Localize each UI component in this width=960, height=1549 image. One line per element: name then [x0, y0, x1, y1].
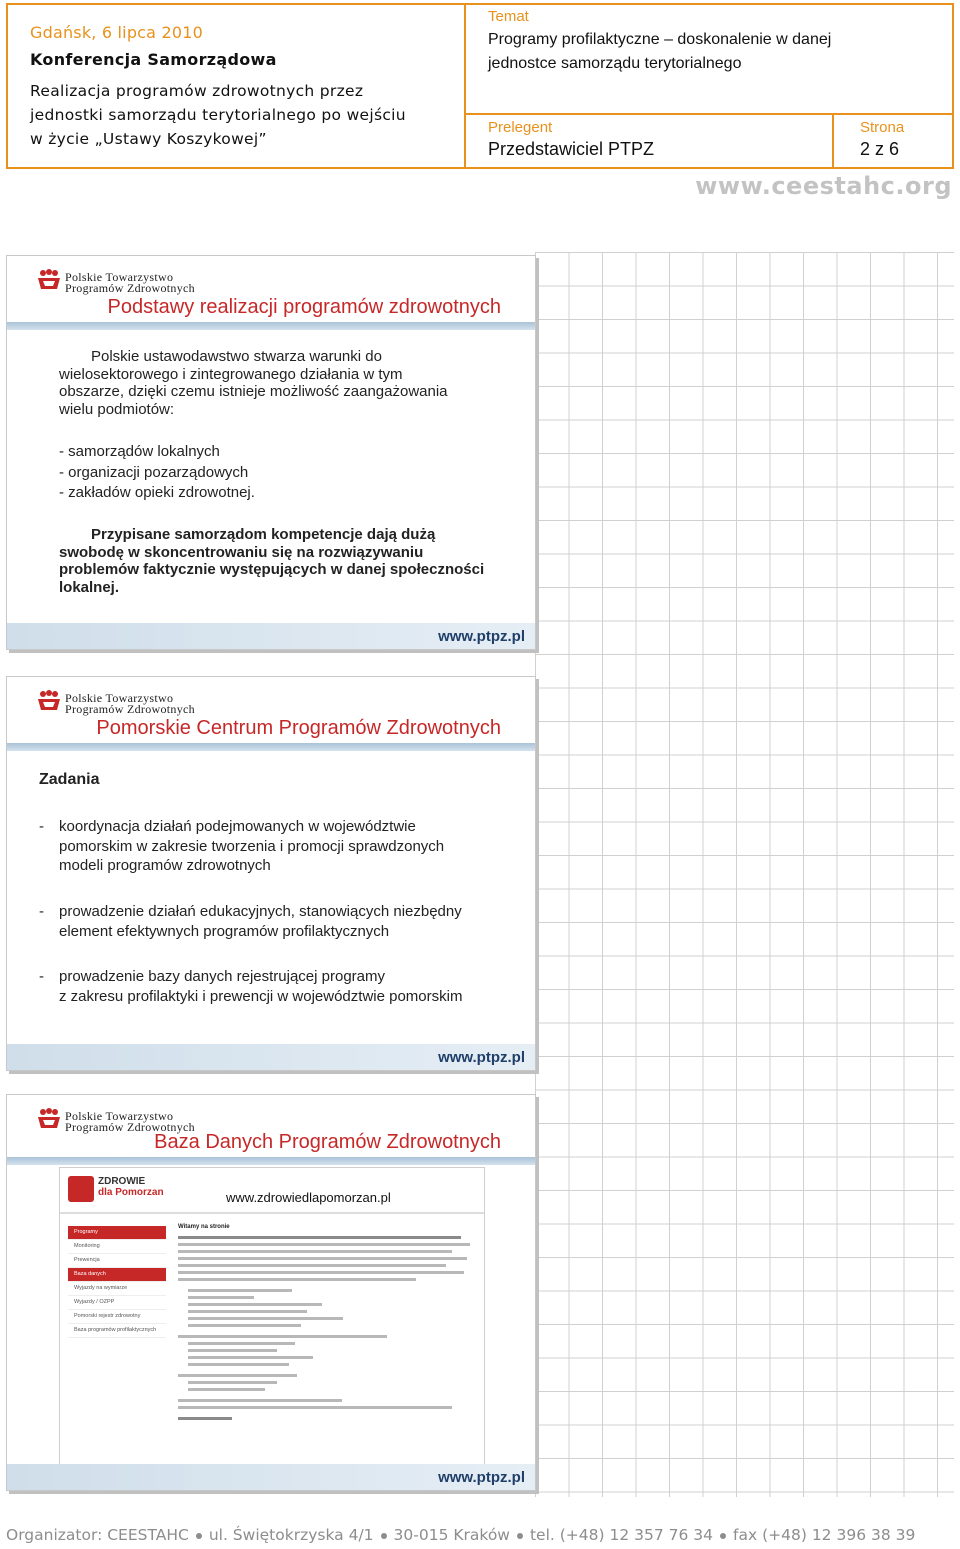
text-line: [188, 1296, 254, 1299]
header-description-line: w życie „Ustawy Koszykowej”: [30, 130, 267, 148]
website-logo-line-2: dla Pomorzan: [98, 1187, 164, 1198]
task-line: z zakresu profilaktyki i prewencji w województwie pomorskim: [59, 987, 463, 1005]
presenter-name: Przedstawiciel PTPZ: [488, 139, 655, 159]
presenter-label: Prelegent: [488, 119, 553, 136]
slide-title: Baza Danych Programów Zdrowotnych: [154, 1131, 501, 1153]
logo-line-1: Polskie Towarzystwo: [65, 270, 174, 284]
site-url[interactable]: www.ceestahc.org: [695, 172, 952, 200]
organizer-name: Organizator: CEESTAHC: [6, 1526, 189, 1544]
logo-line-1: Polskie Towarzystwo: [65, 691, 174, 705]
website-logo: [68, 1174, 166, 1206]
text-line: [188, 1342, 295, 1345]
paragraph-line: wielosektorowego i zintegrowanego działania w tym: [59, 365, 403, 383]
text-line: [188, 1310, 307, 1313]
text-line: [178, 1278, 416, 1281]
organizer-fax: fax (+48) 12 396 38 39: [733, 1526, 916, 1544]
header-presenter-panel: [466, 115, 834, 167]
text-line: [188, 1324, 301, 1327]
task-line: element efektywnych programów profilaktycznych: [59, 922, 390, 940]
logo-line-2: Programów Zdrowotnych: [65, 1120, 195, 1134]
header-page-panel: [834, 115, 952, 167]
logo-line-2: Programów Zdrowotnych: [65, 702, 195, 716]
header-date: Gdańsk, 6 lipca 2010: [30, 23, 203, 42]
text-line: [178, 1271, 464, 1274]
organizer-street: ul. Świętokrzyska 4/1: [208, 1526, 374, 1544]
logo-line-2: Programów Zdrowotnych: [65, 281, 195, 295]
text-line: [188, 1317, 343, 1320]
text-line: [178, 1417, 232, 1420]
slide-1: [6, 255, 536, 650]
text-line: [188, 1356, 313, 1359]
website-heading: Witamy na stronie: [178, 1224, 230, 1230]
text-line: [178, 1399, 342, 1402]
title-rule: [7, 322, 536, 330]
text-line: [188, 1363, 289, 1366]
slide-3: [6, 1094, 536, 1491]
slide-2: [6, 676, 536, 1071]
footer-url[interactable]: www.ptpz.pl: [438, 628, 525, 645]
website-nav-item[interactable]: Programy: [68, 1226, 166, 1240]
organizer-city: 30-015 Kraków: [393, 1526, 510, 1544]
bullet-dash: -: [39, 818, 44, 835]
topic-line: Programy profilaktyczne – doskonalenie w danej: [488, 31, 832, 48]
bullet-dash: -: [39, 968, 44, 985]
topic-line: jednostce samorządu terytorialnego: [488, 55, 742, 72]
website-nav-item[interactable]: Baza programów profilaktycznych: [68, 1324, 166, 1338]
task-line: pomorskim w zakresie tworzenia i promocji sprawdzonych: [59, 837, 445, 855]
website-nav-item[interactable]: Prewencja: [68, 1254, 166, 1268]
header-topic-panel: [466, 5, 952, 115]
paragraph-line: obszarze, dzięki czemu istnieje możliwość zaangażowania: [59, 383, 448, 400]
logo-line-1: Polskie Towarzystwo: [65, 1109, 174, 1123]
page-label: Strona: [860, 119, 905, 136]
conclusion-line: Przypisane samorządom kompetencje dają dużą: [91, 526, 436, 543]
footer-url[interactable]: www.ptpz.pl: [438, 1469, 525, 1486]
entity-list: [59, 442, 255, 504]
website-divider: [60, 1212, 485, 1214]
footer-url[interactable]: www.ptpz.pl: [438, 1049, 525, 1066]
paragraph-line: Polskie ustawodawstwo stwarza warunki do: [91, 348, 382, 365]
ptpz-logo-icon: [37, 268, 61, 290]
bullet-separator: [517, 1533, 523, 1539]
text-line: [178, 1406, 452, 1409]
website-content: [178, 1224, 476, 1424]
header-description-line: Realizacja programów zdrowotnych przez: [30, 82, 364, 100]
text-line: [178, 1243, 470, 1246]
topic-text: [488, 28, 952, 76]
ptpz-logo-icon: [37, 1107, 61, 1129]
website-nav-item[interactable]: Monitoring: [68, 1240, 166, 1254]
list-item: - zakładów opieki zdrowotnej.: [59, 484, 255, 501]
bullet-separator: [720, 1533, 726, 1539]
text-line: [178, 1335, 387, 1338]
slide-title: Pomorskie Centrum Programów Zdrowotnych: [96, 717, 501, 739]
background-grid: [535, 252, 954, 1497]
task-line: prowadzenie bazy danych rejestrującej programy: [59, 968, 386, 985]
title-rule: [7, 743, 536, 751]
section-heading: Zadania: [39, 771, 100, 788]
task-line: koordynacja działań podejmowanych w województwie: [59, 818, 416, 835]
conclusion-line: swobodę w skoncentrowaniu się na rozwiązywaniu: [59, 543, 424, 561]
website-nav-item[interactable]: Baza danych: [68, 1268, 166, 1282]
text-line: [178, 1236, 461, 1239]
slide-footer: [7, 1044, 536, 1070]
slide-paragraph: [59, 348, 499, 418]
text-line: [188, 1388, 265, 1391]
website-screenshot: [59, 1167, 485, 1467]
text-line: [188, 1381, 277, 1384]
text-line: [178, 1374, 297, 1377]
text-line: [188, 1349, 277, 1352]
website-nav-item[interactable]: Wyjazdy / OZPP: [68, 1296, 166, 1310]
website-url[interactable]: www.zdrowiedlapomorzan.pl: [226, 1190, 391, 1205]
title-rule: [7, 1157, 536, 1165]
header-description: [30, 79, 464, 151]
slide-title: Podstawy realizacji programów zdrowotnych: [107, 296, 501, 318]
conclusion-line: problemów faktycznie występujących w danej społeczności: [59, 561, 485, 578]
ptpz-logo-icon: [37, 689, 61, 711]
list-item: - organizacji pozarządowych: [59, 463, 249, 481]
bullet-dash: -: [39, 903, 44, 920]
slide-footer: [7, 1464, 536, 1490]
organizer-phone: tel. (+48) 12 357 76 34: [529, 1526, 714, 1544]
header-left-panel: [8, 5, 466, 167]
text-line: [178, 1257, 467, 1260]
task-line: modeli programów zdrowotnych: [59, 857, 271, 874]
page-number: 2 z 6: [860, 139, 900, 159]
text-line: [188, 1289, 292, 1292]
header-description-line: jednostki samorządu terytorialnego po wejściu: [30, 106, 406, 124]
text-line: [178, 1264, 446, 1267]
text-line: [188, 1303, 322, 1306]
bullet-separator: [381, 1533, 387, 1539]
task-item: [39, 817, 509, 876]
task-line: prowadzenie działań edukacyjnych, stanowiących niezbędny: [59, 903, 462, 920]
bullet-separator: [196, 1533, 202, 1539]
list-item: - samorządów lokalnych: [59, 443, 220, 460]
document-header: [6, 3, 954, 169]
task-item: [39, 902, 509, 941]
website-nav-item[interactable]: Pomorski rejestr zdrowotny: [68, 1310, 166, 1324]
text-line: [178, 1250, 452, 1253]
header-conference: Konferencja Samorządowa: [30, 50, 277, 69]
slide-footer: [7, 623, 536, 649]
paragraph-line: wielu podmiotów:: [59, 400, 175, 418]
organizer-footer: [6, 1526, 915, 1544]
topic-label: Temat: [488, 8, 529, 25]
slide-conclusion: [59, 526, 509, 596]
conclusion-line: lokalnej.: [59, 578, 120, 596]
task-item: [39, 967, 509, 1006]
website-logo-icon: [68, 1176, 94, 1202]
website-logo-line-1: ZDROWIE: [98, 1176, 146, 1187]
website-nav: [68, 1226, 166, 1338]
website-nav-item[interactable]: Wyjazdy na wymiarze: [68, 1282, 166, 1296]
